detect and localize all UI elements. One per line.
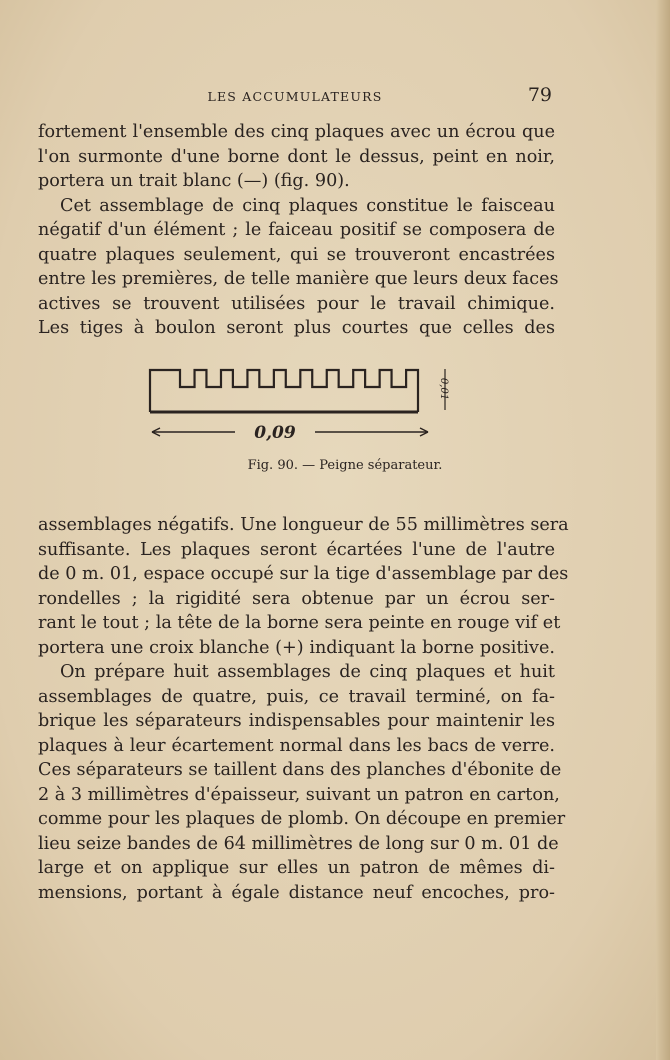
text-line: actives se trouvent utilisées pour le travail chimique. [38,293,555,314]
text-line: Cet assemblage de cinq plaques constitue le faisceau [60,195,555,216]
width-label: 0,09 [254,423,296,443]
text-line: rant le tout ; la tête de la borne sera peinte en rouge vif et [38,613,561,633]
text-line: plaques à leur écartement normal dans les bacs de verre. [38,735,555,756]
text-block-top [38,120,559,341]
text-line: rondelles ; la rigidité sera obtenue par un écrou ser- [38,588,555,609]
text-line: de 0 m. 01, espace occupé sur la tige d'assemblage par des [38,564,569,584]
text-line: mensions, portant à égale distance neuf encoches, pro- [38,882,555,903]
text-line: suffisante. Les plaques seront écartées l'une de l'autre [38,539,555,560]
comb-outline [150,370,418,412]
page-edge [656,0,670,1060]
text-line: On prépare huit assemblages de cinq plaques et huit [60,662,555,682]
running-title: LES ACCUMULATEURS [207,89,383,104]
text-line: portera un trait blanc (—) (fig. 90). [38,171,350,191]
figure-caption: Fig. 90. — Peigne séparateur. [247,458,443,473]
text-line: portera une croix blanche (+) indiquant la borne positive. [38,637,555,658]
text-block-bottom [38,513,569,905]
text-line: Les tiges à boulon seront plus courtes que celles des [38,318,555,338]
text-line: Ces séparateurs se taillent dans des planches d'ébonite de [38,760,562,780]
text-line: brique les séparateurs indispensables pour maintenir les [38,711,555,731]
page-number: 79 [527,84,552,106]
text-line: assemblages négatifs. Une longueur de 55 millimètres sera [38,515,569,535]
text-line: négatif d'un élément ; le faiceau positif se composera de [38,220,555,240]
width-dimension [152,423,428,443]
text-line: l'on surmonte d'une borne dont le dessus, peint en noir, [38,146,555,167]
text-line: entre les premières, de telle manière que leurs deux faces [38,269,559,289]
text-line: quatre plaques seulement, qui se trouveront encastrées [38,244,555,265]
height-dimension [438,369,449,410]
height-label: 0,01 [438,377,449,401]
text-line: assemblages de quatre, puis, ce travail terminé, on fa- [38,686,555,707]
text-line: comme pour les plaques de plomb. On découpe en premier [38,809,566,829]
text-line: fortement l'ensemble des cinq plaques avec un écrou que [38,122,555,142]
text-line: 2 à 3 millimètres d'épaisseur, suivant un patron en carton, [38,784,560,805]
running-header [38,84,552,108]
text-line: large et on applique sur elles un patron de mêmes di- [38,858,555,878]
text-line: lieu seize bandes de 64 millimètres de long sur 0 m. 01 de [38,833,559,854]
